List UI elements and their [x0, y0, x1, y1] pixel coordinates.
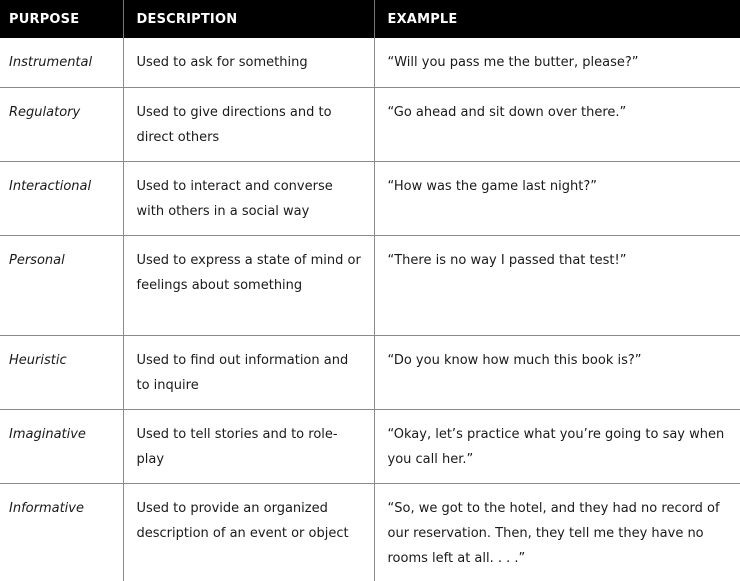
purpose-cell: Regulatory: [0, 87, 123, 161]
table-row: [0, 87, 740, 161]
example-cell: “So, we got to the hotel, and they had no record of our reservation. Then, they tell me they have no rooms left at all. . . .”: [374, 483, 740, 581]
description-cell: Used to interact and converse with others in a social way: [123, 161, 374, 235]
header-description: DESCRIPTION: [123, 0, 374, 38]
header-example: EXAMPLE: [374, 0, 740, 38]
table-row: [0, 235, 740, 335]
example-cell: “How was the game last night?”: [374, 161, 740, 235]
purpose-cell: Instrumental: [0, 38, 123, 87]
example-cell: “Okay, let’s practice what you’re going to say when you call her.”: [374, 409, 740, 483]
example-cell: “Do you know how much this book is?”: [374, 335, 740, 409]
description-cell: Used to ask for something: [123, 38, 374, 87]
purpose-cell: Imaginative: [0, 409, 123, 483]
description-cell: Used to tell stories and to role-play: [123, 409, 374, 483]
header-row: [0, 0, 740, 38]
purpose-cell: Informative: [9, 500, 84, 516]
table-header: [0, 0, 740, 38]
header-purpose: PURPOSE: [0, 0, 123, 38]
table-row: [0, 335, 740, 409]
table-row: [0, 483, 740, 581]
description-cell: Used to provide an organized description of an event or object: [123, 483, 374, 581]
purpose-cell: Heuristic: [0, 335, 123, 409]
table-row: [0, 409, 740, 483]
purpose-cell: Personal: [0, 235, 123, 335]
table-row: [0, 161, 740, 235]
example-cell: “There is no way I passed that test!”: [374, 235, 740, 335]
description-cell: Used to express a state of mind or feelings about something: [123, 235, 374, 335]
description-cell: Used to find out information and to inquire: [123, 335, 374, 409]
example-cell: “Go ahead and sit down over there.”: [374, 87, 740, 161]
example-cell: “Will you pass me the butter, please?”: [374, 38, 740, 87]
table-body: [0, 38, 740, 581]
table-row: [0, 38, 740, 87]
purpose-cell: Interactional: [0, 161, 123, 235]
description-cell: Used to give directions and to direct others: [123, 87, 374, 161]
